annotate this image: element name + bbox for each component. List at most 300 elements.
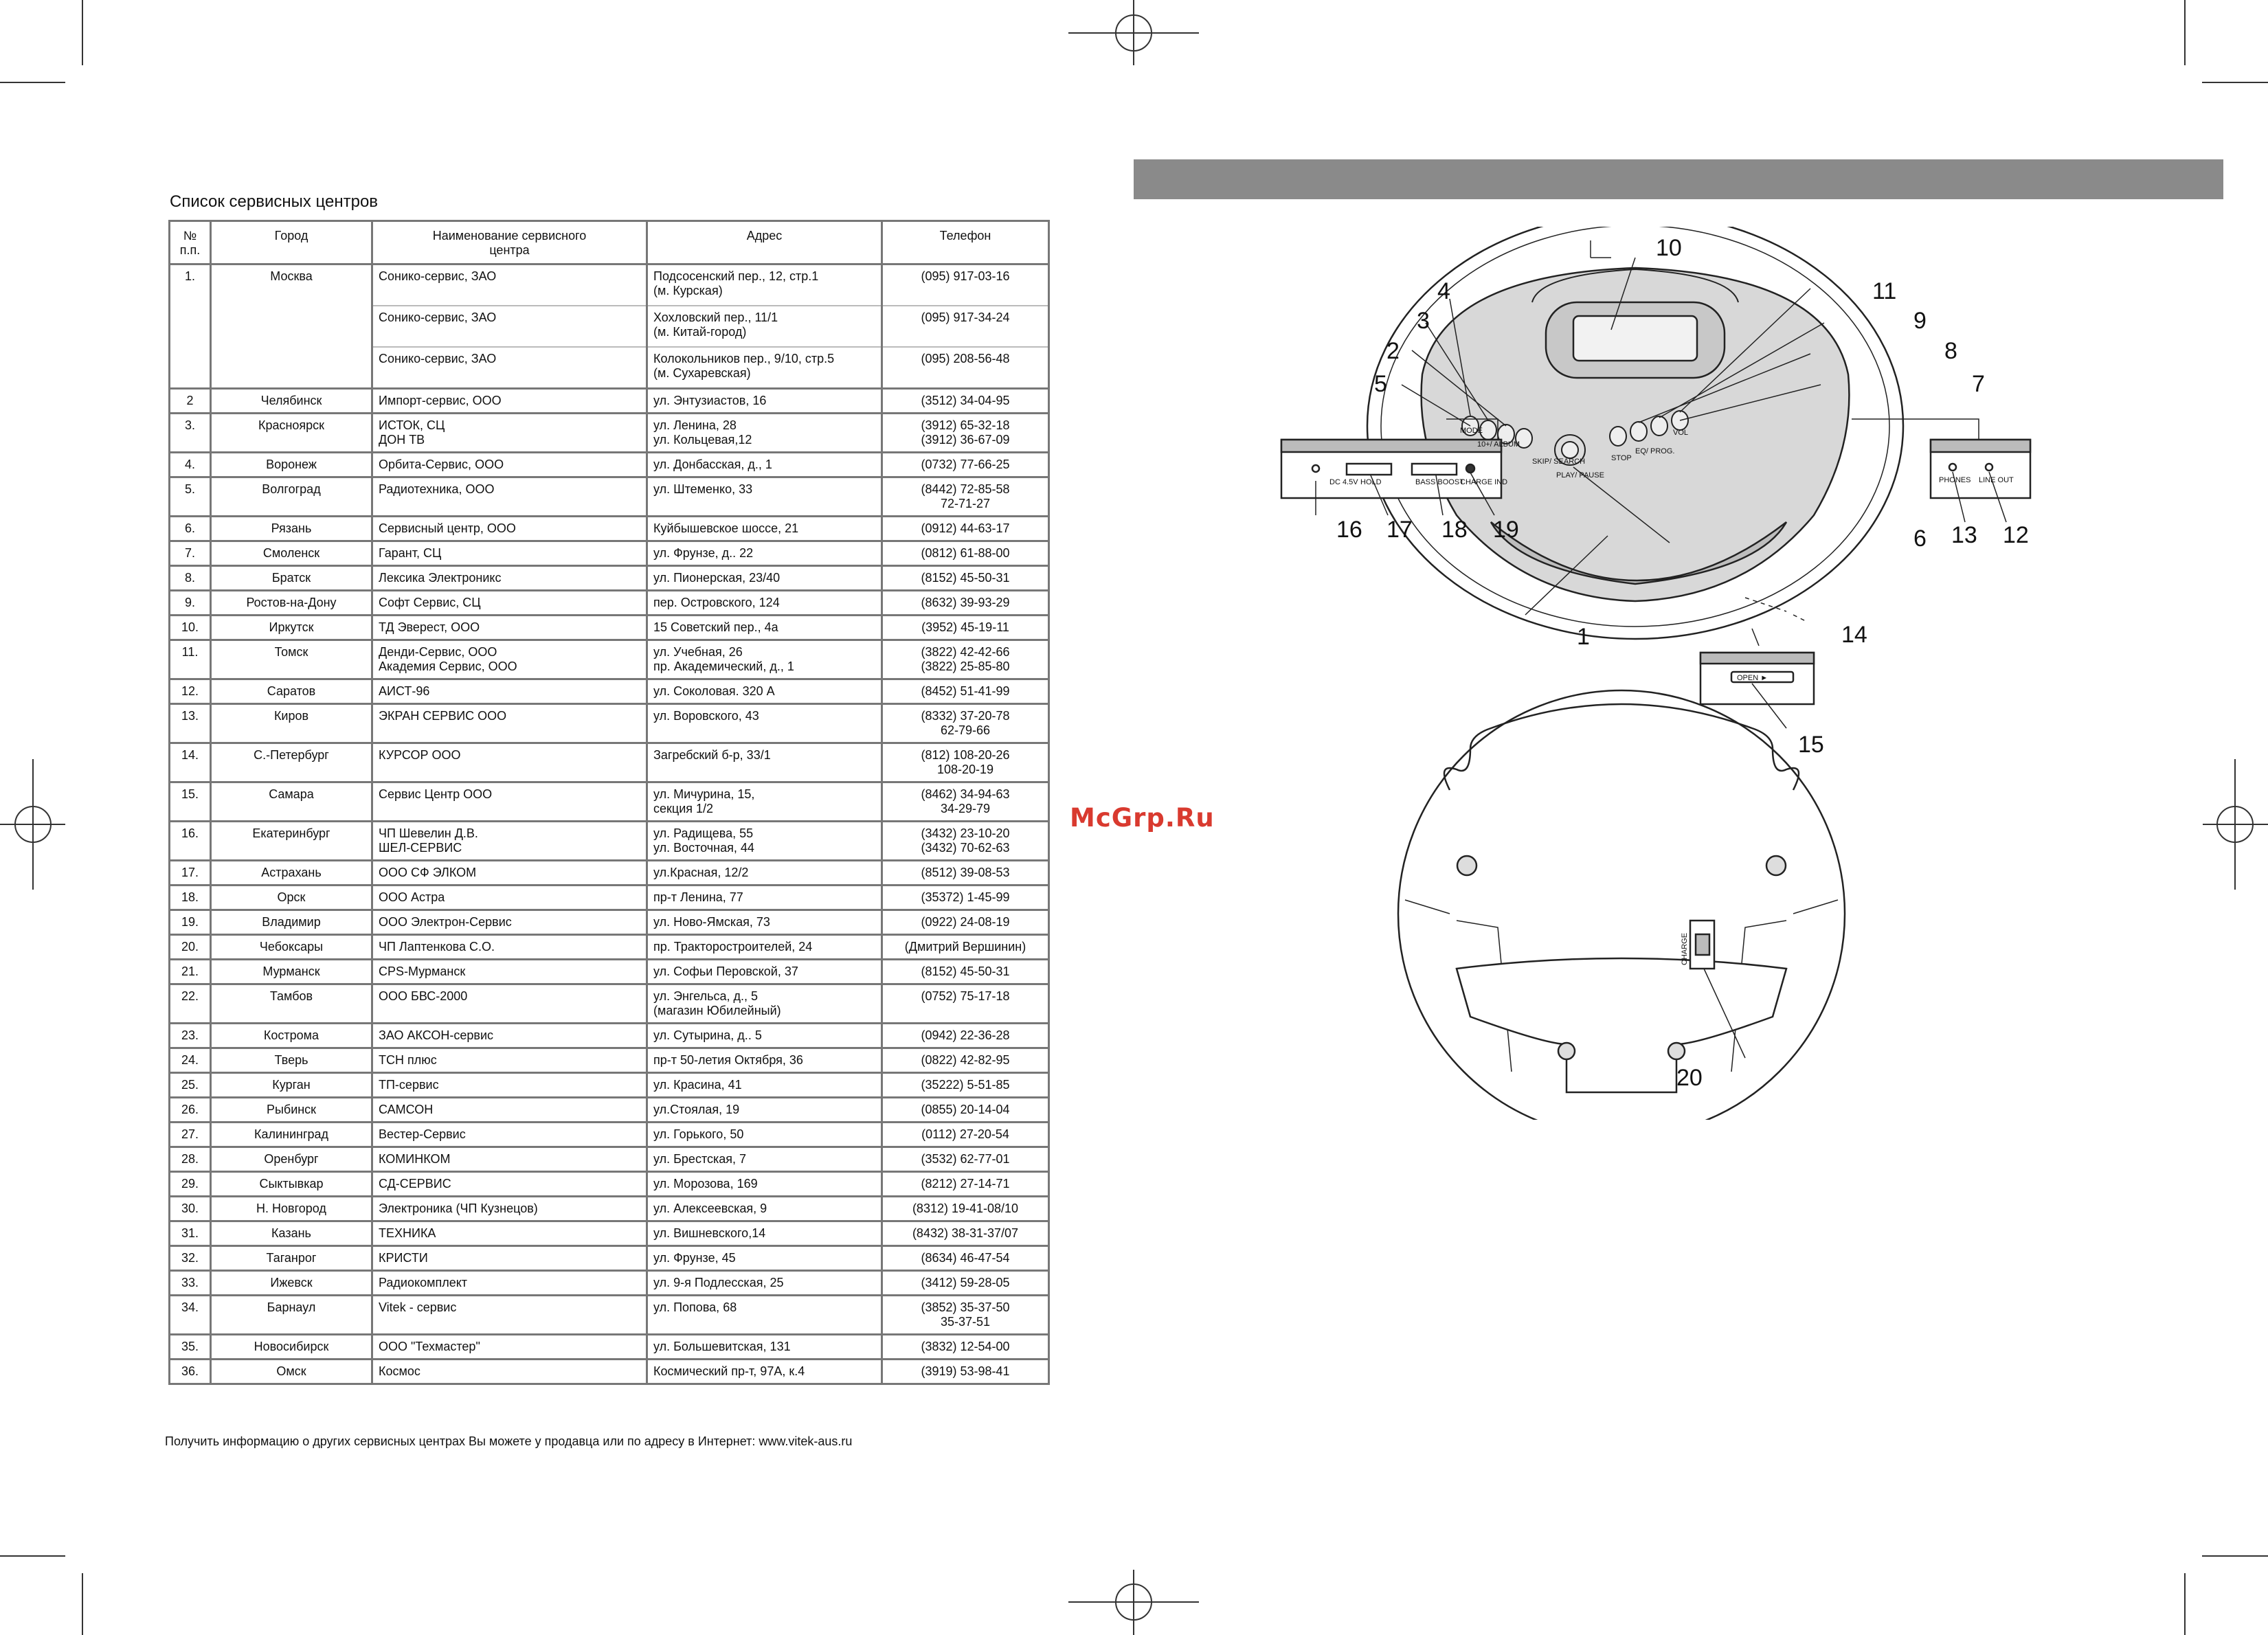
- cell-address: [647, 1360, 882, 1384]
- row-number: 21.: [181, 965, 199, 978]
- phone-text: (095) 208-56-48: [921, 352, 1010, 365]
- cell-phone: [882, 640, 1049, 679]
- center-name: СД-СЕРВИС: [379, 1177, 451, 1191]
- cell-center-name: [372, 1098, 647, 1123]
- city-name: Иркутск: [269, 620, 314, 634]
- cell-city: [211, 1360, 372, 1384]
- phone-text: (0855) 20-14-04: [921, 1103, 1010, 1116]
- cell-city: [211, 1073, 372, 1098]
- cell-num: [170, 389, 211, 414]
- cell-city: [211, 960, 372, 984]
- cell-city: [211, 1048, 372, 1073]
- phone-text: (0752) 75-17-18: [921, 989, 1010, 1003]
- address-text: ул. Фрунзе, 45: [653, 1251, 736, 1265]
- callout-5: 5: [1374, 371, 1387, 397]
- row-number: 8.: [184, 571, 195, 585]
- cell-address: [647, 566, 882, 591]
- sub-entry: [648, 346, 881, 383]
- cell-phone: [882, 591, 1049, 616]
- table-row: [170, 935, 1049, 960]
- row-number: 12.: [181, 684, 199, 698]
- cell-center-name: [372, 591, 647, 616]
- watermark: McGrp.Ru: [1070, 803, 1215, 833]
- cell-phone: [882, 517, 1049, 541]
- cell-address: [647, 1048, 882, 1073]
- center-name: Орбита-Сервис, ООО: [379, 458, 504, 471]
- cell-center-name: [372, 1172, 647, 1197]
- cell-num: [170, 782, 211, 822]
- table-row: [170, 861, 1049, 886]
- phone-text: (3532) 62-77-01: [921, 1152, 1010, 1166]
- cell-num: [170, 1335, 211, 1360]
- table-row: [170, 477, 1049, 517]
- address-text: пр-т 50-летия Октября, 36: [653, 1053, 803, 1067]
- row-number: 4.: [184, 458, 195, 471]
- header-city: Город: [211, 221, 372, 264]
- cell-address: [647, 782, 882, 822]
- cell-center-name: [372, 984, 647, 1024]
- center-name: Сонико-сервис, ЗАО: [379, 352, 497, 365]
- cell-city: [211, 1147, 372, 1172]
- city-name: Барнаул: [267, 1300, 316, 1314]
- center-name: ТП-сервис: [379, 1078, 439, 1092]
- address-text: ул. Брестская, 7: [653, 1152, 747, 1166]
- row-number: 6.: [184, 521, 195, 535]
- table-row: [170, 704, 1049, 743]
- address-text: ул. Софьи Перовской, 37: [653, 965, 798, 978]
- table-row: [170, 1073, 1049, 1098]
- center-name: Сонико-сервис, ЗАО: [379, 311, 497, 324]
- center-name: ЗАО АКСОН-сервис: [379, 1028, 494, 1042]
- button-label-vol: VOL: [1673, 429, 1689, 437]
- phone-text: (8452) 51-41-99: [921, 684, 1010, 698]
- cell-phone: [882, 1123, 1049, 1147]
- center-name: Лексика Электроникс: [379, 571, 502, 585]
- address-text: ул. Ленина, 28 ул. Кольцевая,12: [653, 418, 752, 447]
- center-name: ООО СФ ЭЛКОМ: [379, 866, 477, 879]
- table-row: [170, 1246, 1049, 1271]
- phone-text: (8632) 39-93-29: [921, 596, 1010, 609]
- address-text: ул. Сутырина, д.. 5: [653, 1028, 762, 1042]
- table-row: [170, 1098, 1049, 1123]
- cell-address: [647, 389, 882, 414]
- cell-phone: [882, 910, 1049, 935]
- cell-num: [170, 541, 211, 566]
- cell-address: [647, 517, 882, 541]
- callout-18: 18: [1441, 517, 1468, 543]
- cell-address: [647, 822, 882, 861]
- address-text: ул. Энтузиастов, 16: [653, 394, 767, 407]
- cell-city: [211, 679, 372, 704]
- phone-text: (0822) 42-82-95: [921, 1053, 1010, 1067]
- cell-num: [170, 960, 211, 984]
- table-row: [170, 886, 1049, 910]
- address-text: ул. 9-я Подлесская, 25: [653, 1276, 784, 1289]
- table-row: [170, 1271, 1049, 1296]
- cell-center-name: [372, 616, 647, 640]
- foot-3: [1558, 1043, 1575, 1059]
- city-name: Казань: [271, 1226, 311, 1240]
- cell-num: [170, 1098, 211, 1123]
- foot-2: [1766, 856, 1786, 875]
- cell-city: [211, 782, 372, 822]
- phone-text: (8212) 27-14-71: [921, 1177, 1010, 1191]
- cell-center-name: [372, 1197, 647, 1221]
- table-row: [170, 616, 1049, 640]
- cell-city: [211, 389, 372, 414]
- address-text: ул. Соколовая. 320 А: [653, 684, 775, 698]
- cell-phone: [882, 1197, 1049, 1221]
- button-label-stop: STOP: [1611, 454, 1632, 462]
- address-text: ул. Вишневского,14: [653, 1226, 766, 1240]
- cell-num: [170, 264, 211, 389]
- phone-text: (3852) 35-37-50 35-37-51: [921, 1300, 1010, 1329]
- table-header-row: [170, 221, 1049, 264]
- center-name: ТЕХНИКА: [379, 1226, 436, 1240]
- city-name: Кострома: [263, 1028, 319, 1042]
- cell-city: [211, 886, 372, 910]
- row-number: 17.: [181, 866, 199, 879]
- city-name: Н. Новгород: [256, 1202, 326, 1215]
- address-text: ул. Ново-Ямская, 73: [653, 915, 770, 929]
- cell-phone: [882, 743, 1049, 782]
- cell-address: [647, 960, 882, 984]
- cell-num: [170, 566, 211, 591]
- row-number: 32.: [181, 1251, 199, 1265]
- callout-14: 14: [1841, 622, 1867, 648]
- cell-phone: [882, 1221, 1049, 1246]
- page-title: Список сервисных центров: [170, 192, 379, 211]
- cell-phone: [882, 886, 1049, 910]
- cell-city: [211, 616, 372, 640]
- cell-num: [170, 910, 211, 935]
- cell-num: [170, 1360, 211, 1384]
- phone-text: (8634) 46-47-54: [921, 1251, 1010, 1265]
- phone-text: (3412) 59-28-05: [921, 1276, 1010, 1289]
- address-text: Куйбышевское шоссе, 21: [653, 521, 799, 535]
- cell-city: [211, 264, 372, 389]
- cell-center-name: [372, 886, 647, 910]
- cell-city: [211, 1197, 372, 1221]
- cell-address: [647, 679, 882, 704]
- row-number: 1.: [184, 269, 195, 283]
- address-text: ул. Донбасская, д., 1: [653, 458, 772, 471]
- cell-phone: [882, 704, 1049, 743]
- cell-city: [211, 453, 372, 477]
- phone-text: (8312) 19-41-08/10: [912, 1202, 1019, 1215]
- cell-city: [211, 541, 372, 566]
- address-text: пер. Островского, 124: [653, 596, 780, 609]
- cell-city: [211, 477, 372, 517]
- address-text: Загребский б-р, 33/1: [653, 748, 771, 762]
- table-row: [170, 1172, 1049, 1197]
- cell-center-name: [372, 566, 647, 591]
- cell-address: [647, 1271, 882, 1296]
- callout-7: 7: [1972, 371, 1985, 397]
- cell-center-name: [372, 960, 647, 984]
- cell-address: [647, 886, 882, 910]
- panel-label-hold: HOLD: [1360, 478, 1382, 486]
- city-name: Самара: [269, 787, 314, 801]
- callout-4: 4: [1437, 278, 1450, 304]
- cell-center-name: [372, 1335, 647, 1360]
- center-name: КУРСОР ООО: [379, 748, 461, 762]
- cell-num: [170, 1271, 211, 1296]
- cell-address: [647, 743, 882, 782]
- cell-address: [647, 477, 882, 517]
- cell-center-name: [372, 743, 647, 782]
- cell-city: [211, 704, 372, 743]
- cell-city: [211, 591, 372, 616]
- phone-text: (0912) 44-63-17: [921, 521, 1010, 535]
- table-row: [170, 679, 1049, 704]
- cell-num: [170, 1073, 211, 1098]
- row-number: 20.: [181, 940, 199, 954]
- address-text: ул. Мичурина, 15, секция 1/2: [653, 787, 755, 815]
- cell-address: [647, 264, 882, 389]
- table-row: [170, 264, 1049, 389]
- cell-center-name: [372, 679, 647, 704]
- city-name: Екатеринбург: [252, 826, 330, 840]
- cell-address: [647, 935, 882, 960]
- city-name: Новосибирск: [254, 1340, 329, 1353]
- address-text: пр. Тракторостроителей, 24: [653, 940, 813, 954]
- cell-num: [170, 517, 211, 541]
- callout-13: 13: [1951, 522, 1977, 548]
- cell-num: [170, 822, 211, 861]
- display-window: [1573, 316, 1697, 361]
- cell-city: [211, 822, 372, 861]
- cell-center-name: [372, 1296, 647, 1335]
- cell-num: [170, 861, 211, 886]
- cell-address: [647, 1098, 882, 1123]
- panel-label-charge-ind: CHARGE IND: [1460, 478, 1508, 486]
- foot-4: [1668, 1043, 1685, 1059]
- row-number: 18.: [181, 890, 199, 904]
- cell-address: [647, 591, 882, 616]
- cell-phone: [882, 1335, 1049, 1360]
- row-number: 34.: [181, 1300, 199, 1314]
- table-row: [170, 1048, 1049, 1073]
- open-label: OPEN ►: [1737, 674, 1769, 682]
- address-text: ул. Красина, 41: [653, 1078, 742, 1092]
- cell-phone: [882, 1360, 1049, 1384]
- cell-num: [170, 1221, 211, 1246]
- table-row: [170, 822, 1049, 861]
- callout-10: 10: [1656, 235, 1682, 261]
- city-name: Таганрог: [266, 1251, 317, 1265]
- panel-label-line-out: LINE OUT: [1979, 476, 2014, 484]
- cell-phone: [882, 782, 1049, 822]
- cell-address: [647, 453, 882, 477]
- phone-text: (Дмитрий Вершинин): [904, 940, 1026, 954]
- callout-17: 17: [1386, 517, 1413, 543]
- foot-1: [1457, 856, 1477, 875]
- cell-phone: [882, 861, 1049, 886]
- center-name: ТСН плюс: [379, 1053, 437, 1067]
- center-name: Электроника (ЧП Кузнецов): [379, 1202, 538, 1215]
- cell-num: [170, 1123, 211, 1147]
- cell-address: [647, 541, 882, 566]
- cell-address: [647, 1197, 882, 1221]
- table-row: [170, 743, 1049, 782]
- row-number: 3.: [184, 418, 195, 432]
- cell-address: [647, 1123, 882, 1147]
- cell-num: [170, 935, 211, 960]
- phone-text: (0812) 61-88-00: [921, 546, 1010, 560]
- cell-address: [647, 984, 882, 1024]
- row-number: 13.: [181, 709, 199, 723]
- address-text: ул. Радищева, 55 ул. Восточная, 44: [653, 826, 754, 855]
- row-number: 5.: [184, 482, 195, 496]
- bottom-top-cap: [1444, 704, 1799, 790]
- city-name: Волгоград: [262, 482, 321, 496]
- city-name: Тверь: [274, 1053, 308, 1067]
- cell-center-name: [372, 935, 647, 960]
- cell-address: [647, 616, 882, 640]
- cell-center-name: [372, 541, 647, 566]
- center-name: ЧП Шевелин Д.В. ШЕЛ-СЕРВИС: [379, 826, 478, 855]
- cell-center-name: [372, 264, 647, 389]
- table-row: [170, 960, 1049, 984]
- charge-label: CHARGE: [1681, 932, 1689, 965]
- phone-text: (35222) 5-51-85: [921, 1078, 1010, 1092]
- city-name: Саратов: [267, 684, 316, 698]
- phone-text: (8442) 72-85-58 72-71-27: [921, 482, 1010, 510]
- callout-3: 3: [1417, 308, 1430, 334]
- sub-entry: [373, 346, 646, 383]
- phone-text: (095) 917-34-24: [921, 311, 1010, 324]
- header-num: № п.п.: [170, 221, 211, 264]
- address-text: ул. Учебная, 26 пр. Академический, д., 1: [653, 645, 794, 673]
- bass-boost-switch: [1412, 464, 1457, 475]
- city-name: Ижевск: [270, 1276, 313, 1289]
- cell-address: [647, 1335, 882, 1360]
- row-number: 11.: [181, 645, 199, 659]
- cell-address: [647, 1073, 882, 1098]
- table-row: [170, 414, 1049, 453]
- cell-center-name: [372, 861, 647, 886]
- cell-num: [170, 743, 211, 782]
- row-number: 2: [186, 394, 194, 407]
- address-text: ул. Воровского, 43: [653, 709, 759, 723]
- address-text: Космический пр-т, 97А, к.4: [653, 1364, 805, 1378]
- table-row: [170, 910, 1049, 935]
- cell-address: [647, 1024, 882, 1048]
- center-name: КОМИНКОМ: [379, 1152, 451, 1166]
- city-name: Орск: [277, 890, 306, 904]
- battery-door: [1457, 958, 1786, 1092]
- phone-text: (0112) 27-20-54: [921, 1127, 1009, 1141]
- center-name: Софт Сервис, СЦ: [379, 596, 481, 609]
- cell-phone: [882, 1098, 1049, 1123]
- center-name: ООО БВС-2000: [379, 989, 468, 1003]
- cell-num: [170, 591, 211, 616]
- address-text: ул. Морозова, 169: [653, 1177, 758, 1191]
- row-number: 24.: [181, 1053, 199, 1067]
- callout-9: 9: [1913, 308, 1927, 334]
- center-name: АИСТ-96: [379, 684, 430, 698]
- address-text: пр-т Ленина, 77: [653, 890, 743, 904]
- callout-6: 6: [1913, 526, 1927, 552]
- cell-center-name: [372, 1271, 647, 1296]
- center-name: Радиотехника, ООО: [379, 482, 495, 496]
- cell-phone: [882, 477, 1049, 517]
- city-name: Калининград: [254, 1127, 329, 1141]
- cell-address: [647, 1221, 882, 1246]
- sub-entry: [883, 305, 1048, 342]
- city-name: Оренбург: [264, 1152, 319, 1166]
- sub-entry: [648, 305, 881, 342]
- header-phone: Телефон: [882, 221, 1049, 264]
- cell-phone: [882, 679, 1049, 704]
- cell-city: [211, 1335, 372, 1360]
- center-name: Гарант, СЦ: [379, 546, 442, 560]
- cell-phone: [882, 264, 1049, 389]
- row-number: 15.: [181, 787, 199, 801]
- cell-city: [211, 414, 372, 453]
- center-name: ЧП Лаптенкова С.О.: [379, 940, 495, 954]
- city-name: Сыктывкар: [259, 1177, 324, 1191]
- center-name: ООО Электрон-Сервис: [379, 915, 512, 929]
- button-label-album: 10+/ ALBUM: [1477, 440, 1520, 449]
- cell-address: [647, 910, 882, 935]
- header-band: [1134, 159, 2223, 199]
- center-name: САМСОН: [379, 1103, 434, 1116]
- cell-num: [170, 1147, 211, 1172]
- cell-center-name: [372, 640, 647, 679]
- center-name: ООО Астра: [379, 890, 445, 904]
- sub-entry: [883, 346, 1048, 383]
- button-label-eq: EQ/ PROG.: [1635, 447, 1675, 455]
- table-row: [170, 1197, 1049, 1221]
- cell-city: [211, 1221, 372, 1246]
- table-row: [170, 517, 1049, 541]
- table-row: [170, 1360, 1049, 1384]
- row-number: 23.: [181, 1028, 199, 1042]
- panel-label-dc: DC 4.5V: [1329, 478, 1358, 486]
- city-name: Астрахань: [261, 866, 322, 879]
- phone-text: (8152) 45-50-31: [921, 965, 1010, 978]
- city-name: Ростов-на-Дону: [246, 596, 337, 609]
- city-name: С.-Петербург: [254, 748, 329, 762]
- cell-num: [170, 704, 211, 743]
- table-row: [170, 541, 1049, 566]
- cell-num: [170, 453, 211, 477]
- table-row: [170, 984, 1049, 1024]
- cell-center-name: [372, 1048, 647, 1073]
- center-name: Космос: [379, 1364, 420, 1378]
- cell-phone: [882, 935, 1049, 960]
- city-name: Курган: [272, 1078, 311, 1092]
- phone-text: (0922) 24-08-19: [921, 915, 1010, 929]
- center-name: ООО "Техмастер": [379, 1340, 480, 1353]
- row-number: 33.: [181, 1276, 199, 1289]
- cell-phone: [882, 1073, 1049, 1098]
- phone-text: (3432) 23-10-20 (3432) 70-62-63: [921, 826, 1010, 855]
- center-name: Сервисный центр, ООО: [379, 521, 516, 535]
- cell-phone: [882, 616, 1049, 640]
- cell-city: [211, 1123, 372, 1147]
- row-number: 27.: [181, 1127, 199, 1141]
- city-name: Красноярск: [258, 418, 325, 432]
- center-name: ТД Эверест, ООО: [379, 620, 480, 634]
- callout-2: 2: [1386, 338, 1400, 364]
- center-name: КРИСТИ: [379, 1251, 428, 1265]
- cell-phone: [882, 1024, 1049, 1048]
- callout-11: 11: [1872, 278, 1897, 304]
- cell-address: [647, 704, 882, 743]
